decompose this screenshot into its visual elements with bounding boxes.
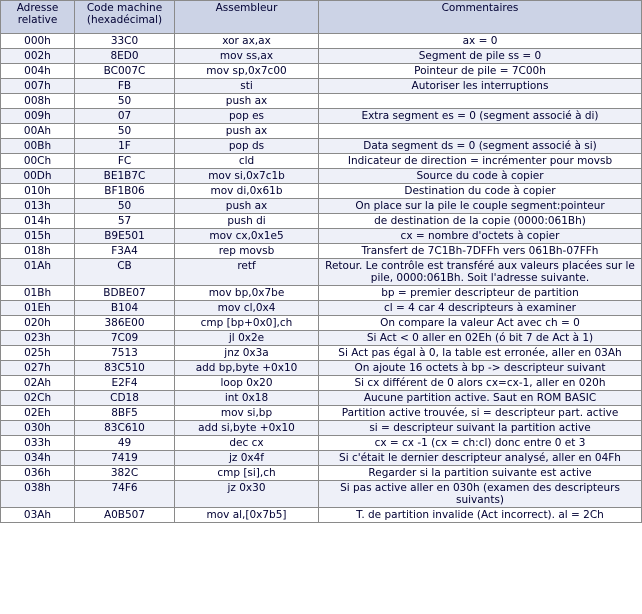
table-row bbox=[1, 199, 642, 214]
table-row bbox=[1, 259, 642, 286]
address-cell: 01Bh bbox=[1, 286, 75, 301]
asm-cell: xor ax,ax bbox=[175, 34, 319, 49]
code-cell: BF1B06 bbox=[75, 184, 175, 199]
address-cell: 02Eh bbox=[1, 406, 75, 421]
address-cell: 02Ch bbox=[1, 391, 75, 406]
comment-cell: de destination de la copie (0000:061Bh) bbox=[319, 214, 642, 229]
table-row bbox=[1, 301, 642, 316]
asm-cell: mov bp,0x7be bbox=[175, 286, 319, 301]
comment-cell: On compare la valeur Act avec ch = 0 bbox=[319, 316, 642, 331]
table-row bbox=[1, 376, 642, 391]
address-cell: 034h bbox=[1, 451, 75, 466]
asm-cell: pop ds bbox=[175, 139, 319, 154]
asm-cell: mov di,0x61b bbox=[175, 184, 319, 199]
table-row bbox=[1, 436, 642, 451]
asm-cell: int 0x18 bbox=[175, 391, 319, 406]
asm-cell: mov ss,ax bbox=[175, 49, 319, 64]
asm-cell: push ax bbox=[175, 124, 319, 139]
code-cell: E2F4 bbox=[75, 376, 175, 391]
header-code: Code machine (hexadécimal) bbox=[75, 1, 175, 34]
address-cell: 027h bbox=[1, 361, 75, 376]
table-row bbox=[1, 169, 642, 184]
comment-cell: Si Act < 0 aller en 02Eh (ó bit 7 de Act à 1) bbox=[319, 331, 642, 346]
asm-cell: add si,byte +0x10 bbox=[175, 421, 319, 436]
code-cell: CB bbox=[75, 259, 175, 286]
header-address: Adresse relative bbox=[1, 1, 75, 34]
table-row bbox=[1, 64, 642, 79]
table-row bbox=[1, 361, 642, 376]
table-row bbox=[1, 391, 642, 406]
address-cell: 010h bbox=[1, 184, 75, 199]
address-cell: 025h bbox=[1, 346, 75, 361]
address-cell: 033h bbox=[1, 436, 75, 451]
comment-cell: Regarder si la partition suivante est active bbox=[319, 466, 642, 481]
address-cell: 01Ah bbox=[1, 259, 75, 286]
code-cell: BE1B7C bbox=[75, 169, 175, 184]
code-cell: 33C0 bbox=[75, 34, 175, 49]
asm-cell: cmp [si],ch bbox=[175, 466, 319, 481]
comment-cell bbox=[319, 94, 642, 109]
address-cell: 000h bbox=[1, 34, 75, 49]
comment-cell: Si pas active aller en 030h (examen des descripteurs suivants) bbox=[319, 481, 642, 508]
address-cell: 02Ah bbox=[1, 376, 75, 391]
asm-cell: add bp,byte +0x10 bbox=[175, 361, 319, 376]
comment-cell bbox=[319, 124, 642, 139]
asm-cell: push di bbox=[175, 214, 319, 229]
address-cell: 023h bbox=[1, 331, 75, 346]
code-cell: A0B507 bbox=[75, 508, 175, 523]
table-row bbox=[1, 286, 642, 301]
table-row bbox=[1, 139, 642, 154]
comment-cell: cl = 4 car 4 descripteurs à examiner bbox=[319, 301, 642, 316]
asm-cell: mov sp,0x7c00 bbox=[175, 64, 319, 79]
table-row bbox=[1, 124, 642, 139]
comment-cell: Segment de pile ss = 0 bbox=[319, 49, 642, 64]
asm-cell: mov si,bp bbox=[175, 406, 319, 421]
comment-cell: Destination du code à copier bbox=[319, 184, 642, 199]
header-asm: Assembleur bbox=[175, 1, 319, 34]
code-cell: BC007C bbox=[75, 64, 175, 79]
address-cell: 015h bbox=[1, 229, 75, 244]
address-cell: 00Bh bbox=[1, 139, 75, 154]
address-cell: 03Ah bbox=[1, 508, 75, 523]
comment-cell: T. de partition invalide (Act incorrect). al = 2Ch bbox=[319, 508, 642, 523]
asm-cell: push ax bbox=[175, 94, 319, 109]
comment-cell: Retour. Le contrôle est transféré aux valeurs placées sur le pile, 0000:061Bh. Soit l'adresse suivante. bbox=[319, 259, 642, 286]
code-cell: CD18 bbox=[75, 391, 175, 406]
table-row bbox=[1, 184, 642, 199]
code-cell: 7513 bbox=[75, 346, 175, 361]
address-cell: 00Ch bbox=[1, 154, 75, 169]
address-cell: 018h bbox=[1, 244, 75, 259]
address-cell: 007h bbox=[1, 79, 75, 94]
asm-cell: mov si,0x7c1b bbox=[175, 169, 319, 184]
address-cell: 038h bbox=[1, 481, 75, 508]
table-header-row bbox=[1, 1, 642, 34]
asm-cell: loop 0x20 bbox=[175, 376, 319, 391]
comment-cell: Si Act pas égal à 0, la table est erronée, aller en 03Ah bbox=[319, 346, 642, 361]
comment-cell: Si cx différent de 0 alors cx=cx-1, aller en 020h bbox=[319, 376, 642, 391]
address-cell: 002h bbox=[1, 49, 75, 64]
table-row bbox=[1, 94, 642, 109]
address-cell: 014h bbox=[1, 214, 75, 229]
table-row bbox=[1, 406, 642, 421]
table-row bbox=[1, 79, 642, 94]
code-cell: 386E00 bbox=[75, 316, 175, 331]
code-cell: F3A4 bbox=[75, 244, 175, 259]
address-cell: 013h bbox=[1, 199, 75, 214]
code-cell: 50 bbox=[75, 94, 175, 109]
table-row bbox=[1, 229, 642, 244]
address-cell: 009h bbox=[1, 109, 75, 124]
header-comment: Commentaires bbox=[319, 1, 642, 34]
asm-cell: pop es bbox=[175, 109, 319, 124]
comment-cell: Autoriser les interruptions bbox=[319, 79, 642, 94]
table-row bbox=[1, 49, 642, 64]
comment-cell: Si c'était le dernier descripteur analysé, aller en 04Fh bbox=[319, 451, 642, 466]
asm-cell: jz 0x30 bbox=[175, 481, 319, 508]
code-cell: B104 bbox=[75, 301, 175, 316]
code-cell: 50 bbox=[75, 199, 175, 214]
address-cell: 030h bbox=[1, 421, 75, 436]
code-cell: 8BF5 bbox=[75, 406, 175, 421]
comment-cell: bp = premier descripteur de partition bbox=[319, 286, 642, 301]
address-cell: 036h bbox=[1, 466, 75, 481]
comment-cell: Indicateur de direction = incrémenter pour movsb bbox=[319, 154, 642, 169]
asm-cell: dec cx bbox=[175, 436, 319, 451]
asm-cell: jnz 0x3a bbox=[175, 346, 319, 361]
code-cell: BDBE07 bbox=[75, 286, 175, 301]
code-cell: 382C bbox=[75, 466, 175, 481]
table-row bbox=[1, 316, 642, 331]
code-cell: 83C610 bbox=[75, 421, 175, 436]
code-cell: 8ED0 bbox=[75, 49, 175, 64]
address-cell: 00Dh bbox=[1, 169, 75, 184]
comment-cell: cx = nombre d'octets à copier bbox=[319, 229, 642, 244]
table-row bbox=[1, 34, 642, 49]
address-cell: 00Ah bbox=[1, 124, 75, 139]
asm-cell: jz 0x4f bbox=[175, 451, 319, 466]
code-cell: FB bbox=[75, 79, 175, 94]
comment-cell: Aucune partition active. Saut en ROM BASIC bbox=[319, 391, 642, 406]
table-row bbox=[1, 481, 642, 508]
comment-cell: cx = cx -1 (cx = ch:cl) donc entre 0 et 3 bbox=[319, 436, 642, 451]
comment-cell: Pointeur de pile = 7C00h bbox=[319, 64, 642, 79]
code-cell: FC bbox=[75, 154, 175, 169]
code-cell: 83C510 bbox=[75, 361, 175, 376]
asm-cell: mov cl,0x4 bbox=[175, 301, 319, 316]
comment-cell: si = descripteur suivant la partition active bbox=[319, 421, 642, 436]
comment-cell: Transfert de 7C1Bh-7DFFh vers 061Bh-07FFh bbox=[319, 244, 642, 259]
address-cell: 01Eh bbox=[1, 301, 75, 316]
table-row bbox=[1, 244, 642, 259]
asm-cell: rep movsb bbox=[175, 244, 319, 259]
table-row bbox=[1, 154, 642, 169]
table-row bbox=[1, 421, 642, 436]
asm-cell: cmp [bp+0x0],ch bbox=[175, 316, 319, 331]
code-cell: 7C09 bbox=[75, 331, 175, 346]
address-cell: 004h bbox=[1, 64, 75, 79]
address-cell: 020h bbox=[1, 316, 75, 331]
comment-cell: Partition active trouvée, si = descripteur part. active bbox=[319, 406, 642, 421]
asm-cell: mov al,[0x7b5] bbox=[175, 508, 319, 523]
code-cell: 7419 bbox=[75, 451, 175, 466]
comment-cell: Source du code à copier bbox=[319, 169, 642, 184]
code-cell: 49 bbox=[75, 436, 175, 451]
table-body bbox=[1, 34, 642, 523]
comment-cell: Data segment ds = 0 (segment associé à si) bbox=[319, 139, 642, 154]
asm-cell: jl 0x2e bbox=[175, 331, 319, 346]
code-cell: 1F bbox=[75, 139, 175, 154]
asm-cell: push ax bbox=[175, 199, 319, 214]
comment-cell: Extra segment es = 0 (segment associé à di) bbox=[319, 109, 642, 124]
table-row bbox=[1, 466, 642, 481]
table-row bbox=[1, 214, 642, 229]
comment-cell: On place sur la pile le couple segment:pointeur bbox=[319, 199, 642, 214]
table-row bbox=[1, 331, 642, 346]
table-row bbox=[1, 508, 642, 523]
comment-cell: On ajoute 16 octets à bp -> descripteur suivant bbox=[319, 361, 642, 376]
asm-cell: sti bbox=[175, 79, 319, 94]
table-row bbox=[1, 346, 642, 361]
table-row bbox=[1, 451, 642, 466]
asm-cell: mov cx,0x1e5 bbox=[175, 229, 319, 244]
code-cell: 50 bbox=[75, 124, 175, 139]
table-row bbox=[1, 109, 642, 124]
address-cell: 008h bbox=[1, 94, 75, 109]
code-cell: 07 bbox=[75, 109, 175, 124]
asm-cell: retf bbox=[175, 259, 319, 286]
code-cell: B9E501 bbox=[75, 229, 175, 244]
asm-cell: cld bbox=[175, 154, 319, 169]
code-cell: 57 bbox=[75, 214, 175, 229]
code-cell: 74F6 bbox=[75, 481, 175, 508]
comment-cell: ax = 0 bbox=[319, 34, 642, 49]
